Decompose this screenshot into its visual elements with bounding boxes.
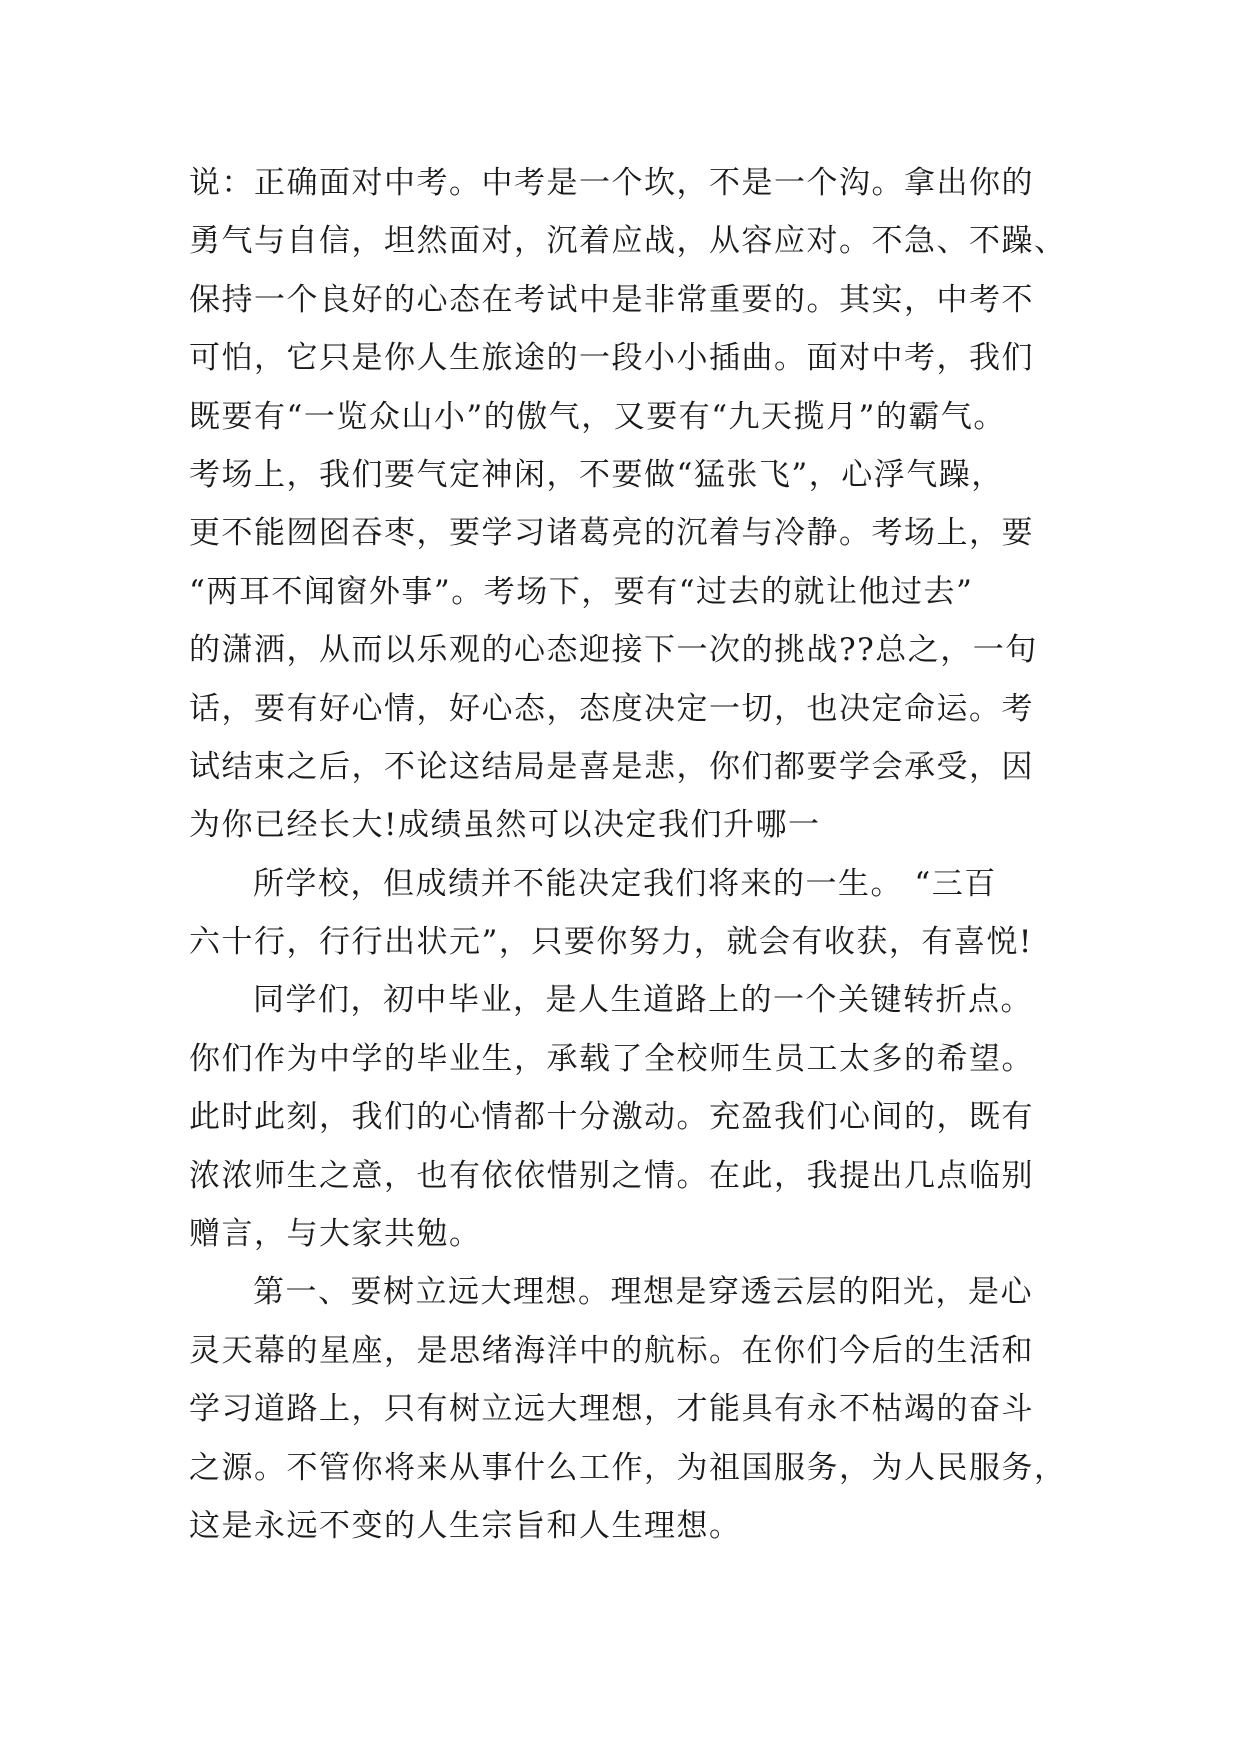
text-line: 既要有“一览众山小”的傲气，又要有“九天揽月”的霸气。 bbox=[189, 398, 1006, 435]
paragraph-first-line: 所学校，但成绩并不能决定我们将来的一生。 “三百 bbox=[253, 865, 997, 902]
text-line: 为你已经长大!成绩虽然可以决定我们升哪一 bbox=[189, 807, 821, 844]
text-line: 赠言，与大家共勉。 bbox=[189, 1216, 482, 1253]
text-line: 灵天幕的星座，是思绪海洋中的航标。在你们今后的生活和 bbox=[189, 1332, 1034, 1369]
text-line: 保持一个良好的心态在考试中是非常重要的。其实，中考不 bbox=[189, 281, 1034, 318]
text-line: 此时此刻，我们的心情都十分激动。充盈我们心间的，既有 bbox=[189, 1099, 1034, 1136]
text-line: 更不能囫囵吞枣，要学习诸葛亮的沉着与冷静。考场上，要 bbox=[189, 515, 1034, 552]
text-line: 试结束之后，不论这结局是喜是悲，你们都要学会承受，因 bbox=[189, 748, 1034, 785]
text-line: 学习道路上，只有树立远大理想，才能具有永不枯竭的奋斗 bbox=[189, 1391, 1034, 1428]
text-line: 可怕，它只是你人生旅途的一段小小插曲。面对中考，我们 bbox=[189, 340, 1034, 377]
text-line: 你们作为中学的毕业生，承载了全校师生员工太多的希望。 bbox=[189, 1040, 1034, 1077]
text-line: “两耳不闻窗外事”。考场下，要有“过去的就让他过去” bbox=[189, 573, 974, 610]
text-line: 勇气与自信，坦然面对，沉着应战，从容应对。不急、不躁、 bbox=[189, 223, 1067, 260]
text-line: 六十行，行行出状元”，只要你努力，就会有收获，有喜悦! bbox=[189, 924, 1033, 961]
text-line: 话，要有好心情，好心态，态度决定一切，也决定命运。考 bbox=[189, 690, 1034, 727]
text-line: 这是永远不变的人生宗旨和人生理想。 bbox=[189, 1507, 742, 1544]
text-line: 之源。不管你将来从事什么工作，为祖国服务，为人民服务， bbox=[189, 1449, 1067, 1486]
text-line: 说：正确面对中考。中考是一个坎，不是一个沟。拿出你的 bbox=[189, 165, 1034, 201]
text-line: 浓浓师生之意，也有依依惜别之情。在此，我提出几点临别 bbox=[189, 1157, 1034, 1194]
text-line: 的潇洒，从而以乐观的心态迎接下一次的挑战??总之，一句 bbox=[189, 632, 1038, 669]
document-body bbox=[189, 154, 1069, 1555]
paragraph-first-line: 第一、要树立远大理想。理想是穿透云层的阳光，是心 bbox=[253, 1274, 1033, 1311]
paragraph-first-line: 同学们，初中毕业，是人生道路上的一个关键转折点。 bbox=[253, 982, 1033, 1019]
text-line: 考场上，我们要气定神闲，不要做“猛张飞”，心浮气躁， bbox=[189, 456, 1004, 493]
